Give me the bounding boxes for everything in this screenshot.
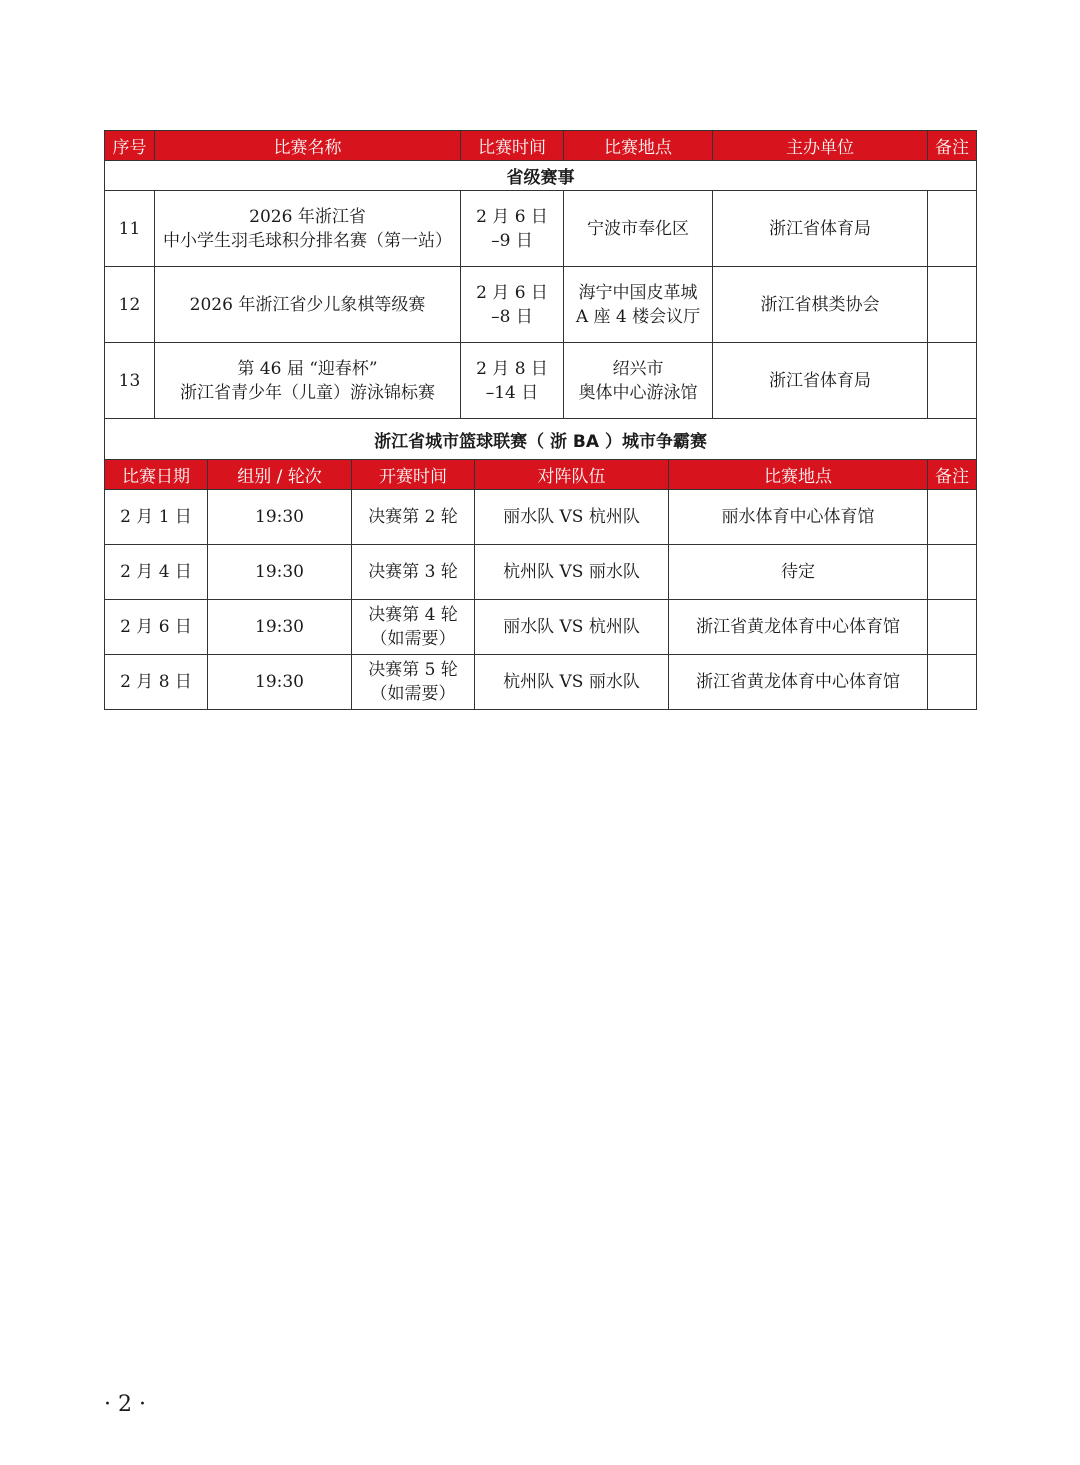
match-teams: 丽水队 VS 杭州队 <box>475 600 669 655</box>
match-round-line: 决赛第 2 轮 <box>368 507 458 527</box>
header-time: 比赛时间 <box>461 131 564 161</box>
row-number: 12 <box>105 267 155 343</box>
match-date: 2 月 1 日 <box>105 490 208 545</box>
header-teams: 对阵队伍 <box>475 460 669 490</box>
event-time-line: 2 月 6 日 <box>476 206 548 227</box>
match-round <box>352 490 475 545</box>
row-number: 11 <box>105 191 155 267</box>
event-time-line: 2 月 6 日 <box>476 282 548 303</box>
match-time: 19:30 <box>208 545 352 600</box>
section-row <box>105 419 977 460</box>
match-round-line: 决赛第 5 轮 <box>368 660 458 680</box>
schedule-sheet <box>104 130 976 710</box>
basketball-league-table <box>104 418 977 710</box>
provincial-events-table <box>104 130 977 419</box>
event-venue-line: A 座 4 楼会议厅 <box>575 306 701 327</box>
event-name-line: 第 46 届 “迎春杯” <box>237 358 378 379</box>
header-venue: 比赛地点 <box>669 460 928 490</box>
event-venue-line: 奥体中心游泳馆 <box>578 382 698 403</box>
header-no: 序号 <box>105 131 155 161</box>
match-round-line: （如需要） <box>370 684 456 704</box>
event-time <box>461 191 564 267</box>
event-venue-line: 海宁中国皮革城 <box>578 282 698 303</box>
match-venue: 待定 <box>669 545 928 600</box>
event-name-line: 2026 年浙江省 <box>249 206 366 227</box>
event-name-line: 2026 年浙江省少儿象棋等级赛 <box>189 294 426 315</box>
event-name-line: 浙江省青少年（儿童）游泳锦标赛 <box>180 382 435 403</box>
event-organizer: 浙江省体育局 <box>713 343 928 419</box>
table-row <box>105 490 977 545</box>
match-round-line: 决赛第 4 轮 <box>368 605 458 625</box>
table-row <box>105 600 977 655</box>
event-name-line: 中小学生羽毛球积分排名赛（第一站） <box>163 230 452 251</box>
header-date: 比赛日期 <box>105 460 208 490</box>
event-time-line: –9 日 <box>491 230 533 251</box>
match-round <box>352 545 475 600</box>
page-number: · 2 · <box>104 1392 146 1417</box>
event-venue-line: 绍兴市 <box>612 358 664 379</box>
match-time: 19:30 <box>208 490 352 545</box>
event-venue-line: 宁波市奉化区 <box>587 218 689 239</box>
event-note <box>928 191 977 267</box>
event-time-line: –14 日 <box>485 382 539 403</box>
match-venue: 丽水体育中心体育馆 <box>669 490 928 545</box>
table1-header-row <box>105 131 977 161</box>
match-teams: 丽水队 VS 杭州队 <box>475 490 669 545</box>
event-venue <box>564 267 713 343</box>
table2-header-row <box>105 460 977 490</box>
row-number: 13 <box>105 343 155 419</box>
event-time-line: –8 日 <box>491 306 533 327</box>
match-date: 2 月 8 日 <box>105 655 208 710</box>
match-note <box>928 545 977 600</box>
event-name <box>155 191 461 267</box>
match-note <box>928 655 977 710</box>
match-note <box>928 490 977 545</box>
event-venue <box>564 191 713 267</box>
event-time-line: 2 月 8 日 <box>476 358 548 379</box>
header-name: 比赛名称 <box>155 131 461 161</box>
match-round-line: （如需要） <box>370 629 456 649</box>
table-row <box>105 545 977 600</box>
table-row <box>105 191 977 267</box>
event-note <box>928 267 977 343</box>
match-time: 19:30 <box>208 600 352 655</box>
section-title: 浙江省城市篮球联赛（ 浙 BA ）城市争霸赛 <box>105 419 977 460</box>
header-group-round: 组别 / 轮次 <box>208 460 352 490</box>
event-note <box>928 343 977 419</box>
header-start-time: 开赛时间 <box>352 460 475 490</box>
header-note: 备注 <box>928 460 977 490</box>
match-note <box>928 600 977 655</box>
section-row <box>105 161 977 191</box>
match-round-line: 决赛第 3 轮 <box>368 562 458 582</box>
match-time: 19:30 <box>208 655 352 710</box>
header-note: 备注 <box>928 131 977 161</box>
header-venue: 比赛地点 <box>564 131 713 161</box>
event-name <box>155 343 461 419</box>
table-row <box>105 343 977 419</box>
match-date: 2 月 4 日 <box>105 545 208 600</box>
event-organizer: 浙江省体育局 <box>713 191 928 267</box>
match-round <box>352 655 475 710</box>
event-organizer: 浙江省棋类协会 <box>713 267 928 343</box>
section-title: 省级赛事 <box>105 161 977 191</box>
match-date: 2 月 6 日 <box>105 600 208 655</box>
match-venue: 浙江省黄龙体育中心体育馆 <box>669 655 928 710</box>
event-time <box>461 267 564 343</box>
table-row <box>105 267 977 343</box>
table-row <box>105 655 977 710</box>
match-teams: 杭州队 VS 丽水队 <box>475 545 669 600</box>
match-round <box>352 600 475 655</box>
event-venue <box>564 343 713 419</box>
event-name <box>155 267 461 343</box>
match-venue: 浙江省黄龙体育中心体育馆 <box>669 600 928 655</box>
match-teams: 杭州队 VS 丽水队 <box>475 655 669 710</box>
header-organizer: 主办单位 <box>713 131 928 161</box>
event-time <box>461 343 564 419</box>
